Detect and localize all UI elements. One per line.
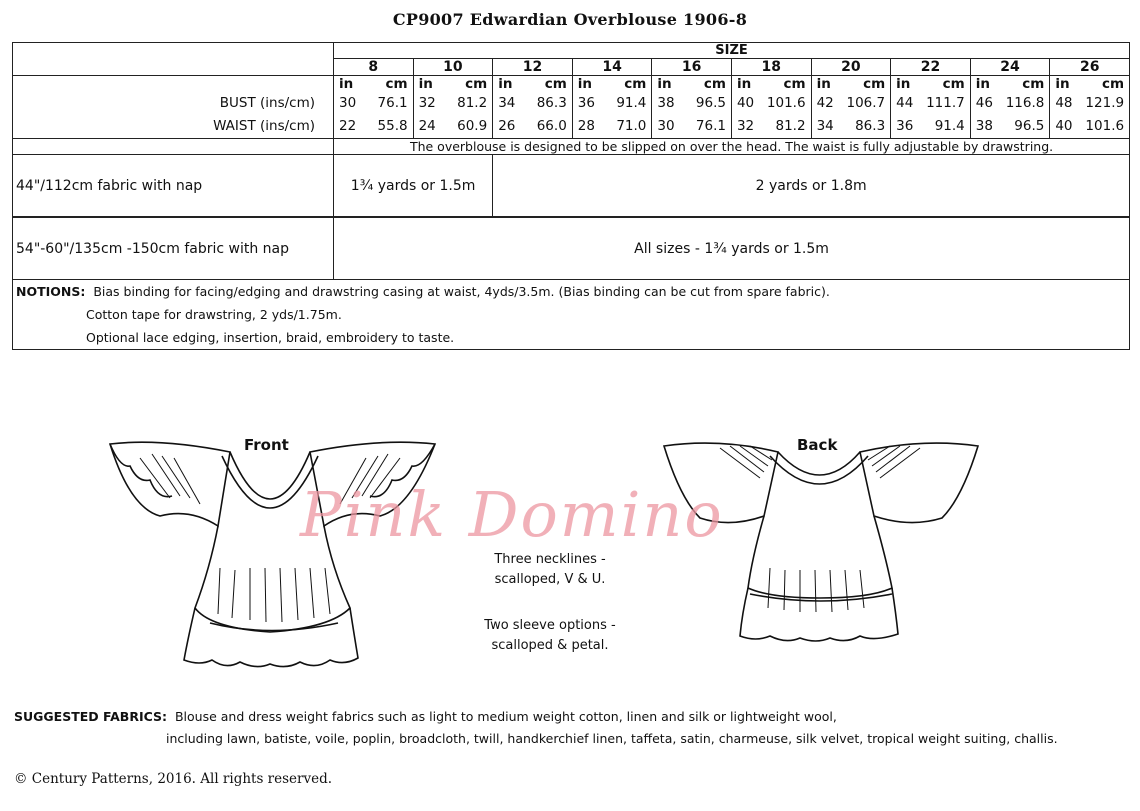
waist-cell (1050, 115, 1130, 139)
waist-cell (970, 115, 1050, 139)
bust-cm: 106.7 (846, 95, 886, 111)
size-cell: 16 (652, 59, 732, 76)
size-cell: 24 (970, 59, 1050, 76)
front-blouse-drawing (100, 438, 445, 678)
unit-in: in (577, 76, 593, 92)
size-chart-table (12, 42, 1130, 350)
watermark-logo: Pink Domino (300, 478, 724, 551)
waist-cell (891, 115, 971, 139)
size-cell: 10 (413, 59, 493, 76)
front-label: Front (244, 436, 289, 454)
unit-cell (1050, 76, 1130, 93)
waist-in: 30 (657, 118, 675, 134)
notions-heading: NOTIONS: (16, 284, 86, 299)
bust-cell (970, 92, 1050, 115)
copyright: © Century Patterns, 2016. All rights reserved. (14, 771, 333, 787)
unit-cm: cm (783, 76, 806, 92)
bust-in: 38 (657, 95, 675, 111)
waist-in: 26 (498, 118, 516, 134)
bust-cm: 86.3 (536, 95, 567, 111)
waist-in: 40 (1055, 118, 1073, 134)
unit-cell (493, 76, 573, 93)
notions-section (13, 280, 1130, 350)
bust-in: 40 (736, 95, 755, 111)
unit-in: in (1055, 76, 1070, 92)
size-cell: 14 (572, 59, 652, 76)
unit-in: in (736, 76, 752, 92)
notions-line-2: Cotton tape for drawstring, 2 yds/1.75m. (86, 307, 342, 322)
waist-cell (413, 115, 493, 139)
bust-cm: 111.7 (926, 95, 965, 111)
waist-cell (493, 115, 573, 139)
waist-cm: 86.3 (855, 118, 886, 134)
waist-cm: 96.5 (1014, 118, 1045, 134)
fabric-44-label: 44"/112cm fabric with nap (13, 155, 334, 217)
bust-row (13, 92, 1130, 115)
page-title: CP9007 Edwardian Overblouse 1906-8 (392, 10, 748, 29)
notions-line-3: Optional lace edging, insertion, braid, embroidery to taste. (86, 330, 455, 345)
waist-cell (572, 115, 652, 139)
unit-cell (891, 76, 971, 93)
back-label: Back (797, 436, 838, 454)
unit-cell (970, 76, 1050, 93)
waist-cell (731, 115, 811, 139)
size-cell: 20 (811, 59, 891, 76)
unit-cm: cm (465, 76, 488, 92)
waist-cm: 101.6 (1085, 118, 1125, 134)
unit-in: in (657, 76, 672, 92)
bust-cm: 81.2 (457, 95, 488, 111)
fabric-54-all: All sizes - 1¾ yards or 1.5m (334, 218, 1130, 280)
size-cell: 8 (334, 59, 414, 76)
unit-in: in (975, 76, 990, 92)
unit-in: in (498, 76, 513, 92)
bust-in: 44 (896, 95, 914, 111)
size-cell: 22 (891, 59, 971, 76)
waist-cm: 55.8 (377, 118, 408, 134)
waist-in: 22 (339, 118, 357, 134)
unit-cell (413, 76, 493, 93)
fabric-44-rest: 2 yards or 1.8m (493, 155, 1130, 217)
size-row (13, 59, 1130, 76)
waist-cm: 81.2 (775, 118, 806, 134)
bust-in: 42 (816, 95, 834, 111)
necklines-line-2: scalloped, V & U. (494, 572, 606, 587)
bust-cell (891, 92, 971, 115)
waist-cell (334, 115, 414, 139)
unit-cell (334, 76, 414, 93)
bust-in: 46 (975, 95, 993, 111)
sleeves-line-2: scalloped & petal. (491, 638, 609, 653)
suggested-line-1: Blouse and dress weight fabrics such as light to medium weight cotton, linen and silk or lightweight wool, (174, 709, 837, 724)
waist-in: 28 (577, 118, 595, 134)
unit-cell (572, 76, 652, 93)
size-header: SIZE (334, 43, 1130, 59)
waist-row (13, 115, 1130, 139)
unit-cm: cm (1102, 76, 1125, 92)
unit-cm: cm (385, 76, 408, 92)
bust-cell (493, 92, 573, 115)
unit-cm: cm (863, 76, 886, 92)
waist-in: 36 (896, 118, 914, 134)
size-cell: 18 (731, 59, 811, 76)
unit-cm: cm (703, 76, 726, 92)
size-cell: 26 (1050, 59, 1130, 76)
bust-cm: 101.6 (766, 95, 806, 111)
fabric-44-size8: 1¾ yards or 1.5m (334, 155, 493, 217)
waist-cm: 71.0 (616, 118, 647, 134)
bust-in: 32 (418, 95, 436, 111)
waist-cell (811, 115, 891, 139)
bust-cell (1050, 92, 1130, 115)
sleeves-note (460, 616, 640, 656)
waist-cm: 60.9 (457, 118, 488, 134)
unit-in: in (816, 76, 831, 92)
necklines-note (470, 550, 630, 590)
design-note: The overblouse is designed to be slipped on over the head. The waist is fully adjustable by drawstring. (334, 139, 1130, 155)
waist-label: WAIST (ins/cm) (13, 115, 334, 139)
bust-cm: 116.8 (1005, 95, 1045, 111)
suggested-fabrics (14, 706, 1058, 750)
unit-in: in (339, 76, 354, 92)
bust-cell (334, 92, 414, 115)
unit-cell (731, 76, 811, 93)
bust-cm: 96.5 (695, 95, 726, 111)
bust-cm: 76.1 (377, 95, 408, 111)
bust-in: 48 (1055, 95, 1073, 111)
waist-cm: 66.0 (536, 118, 567, 134)
notions-line-1: Bias binding for facing/edging and drawstring casing at waist, 4yds/3.5m. (Bias binding can be cut from spare fabric). (93, 284, 830, 299)
unit-in: in (418, 76, 433, 92)
unit-cell (811, 76, 891, 93)
bust-cell (811, 92, 891, 115)
unit-in: in (896, 76, 911, 92)
bust-cell (652, 92, 732, 115)
unit-cm: cm (942, 76, 965, 92)
waist-in: 24 (418, 118, 436, 134)
waist-in: 38 (975, 118, 993, 134)
waist-cell (652, 115, 732, 139)
units-row (13, 76, 1130, 93)
bust-in: 30 (339, 95, 357, 111)
bust-cell (413, 92, 493, 115)
suggested-heading: SUGGESTED FABRICS: (14, 709, 167, 724)
unit-cm: cm (1022, 76, 1045, 92)
bust-in: 34 (498, 95, 516, 111)
size-cell: 12 (493, 59, 573, 76)
bust-cell (731, 92, 811, 115)
unit-cell (652, 76, 732, 93)
bust-cm: 91.4 (616, 95, 647, 111)
fabric-54-label: 54"-60"/135cm -150cm fabric with nap (13, 218, 334, 280)
necklines-line-1: Three necklines - (494, 552, 606, 567)
suggested-line-2: including lawn, batiste, voile, poplin, broadcloth, twill, handkerchief linen, taffeta, satin, charmeuse, silk velvet, tropical weight suiting, challis. (166, 731, 1058, 746)
bust-cell (572, 92, 652, 115)
bust-in: 36 (577, 95, 595, 111)
unit-cm: cm (624, 76, 647, 92)
sleeves-line-1: Two sleeve options - (484, 618, 616, 633)
waist-cm: 91.4 (934, 118, 965, 134)
unit-cm: cm (544, 76, 567, 92)
bust-cm: 121.9 (1085, 95, 1125, 111)
waist-cm: 76.1 (695, 118, 726, 134)
waist-in: 34 (816, 118, 834, 134)
bust-label: BUST (ins/cm) (13, 92, 334, 115)
waist-in: 32 (736, 118, 755, 134)
